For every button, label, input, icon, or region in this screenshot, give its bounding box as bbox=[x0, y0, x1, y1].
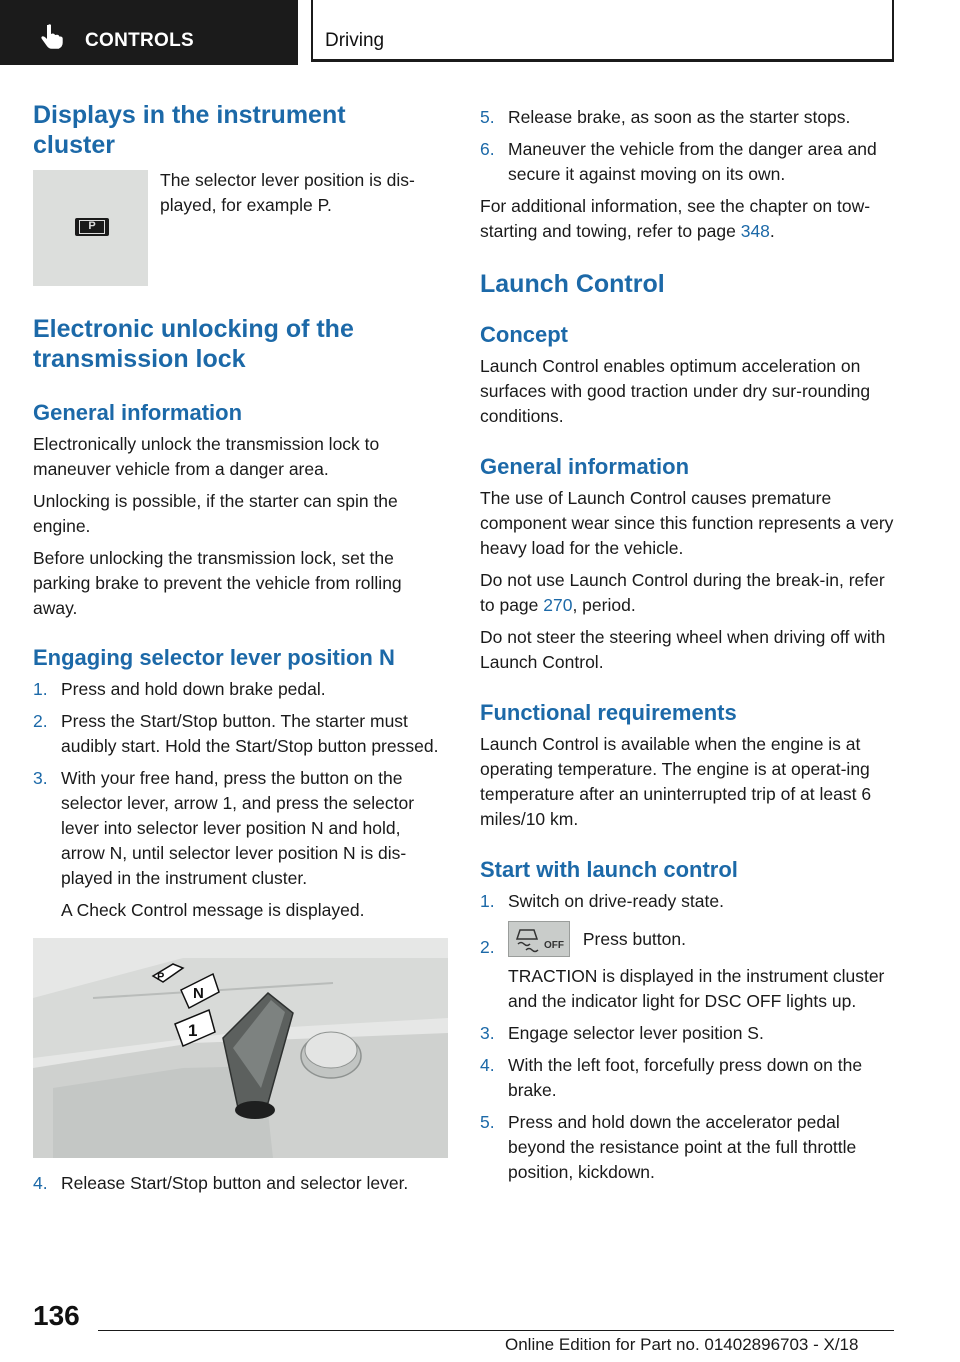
footer-divider bbox=[98, 1330, 894, 1331]
engaging-steps bbox=[33, 677, 448, 923]
right-column bbox=[480, 105, 895, 1185]
list-item: 3. With your free hand, press the button on the selector lever, arrow 1, and press the selector lever into selector lever position N and hold, arrow N, until selector lever position N is dis-played in the instrument cluster. A Check Control message is displayed. bbox=[33, 768, 415, 920]
heading-engaging-n: Engaging selector lever position N bbox=[33, 645, 395, 670]
launch-general-paragraph-3: Do not steer the steering wheel when driving off with Launch Control. bbox=[480, 627, 886, 672]
engaging-steps-continued bbox=[33, 1171, 448, 1196]
concept-text: Launch Control enables optimum acceleration on surfaces with good traction under dry sur-rounding conditions. bbox=[480, 356, 871, 426]
launch-general-paragraph-1: The use of Launch Control causes premature component wear since this function represents a very heavy load for the vehicle. bbox=[480, 488, 894, 558]
general-paragraph-1: Electronically unlock the transmission lock to maneuver vehicle from a danger area. bbox=[33, 434, 380, 479]
chapter-header bbox=[311, 0, 894, 62]
list-item: 1. Press and hold down brake pedal. bbox=[33, 679, 326, 699]
figure-label-p: P bbox=[157, 971, 165, 983]
selector-position-badge: P bbox=[75, 218, 109, 236]
launch-steps bbox=[480, 889, 895, 1185]
list-item: 2. Press the Start/Stop button. The starter must audibly start. Hold the Start/Stop button pressed. bbox=[33, 711, 439, 756]
heading-launch-control: Launch Control bbox=[480, 270, 665, 298]
heading-functional-requirements: Functional requirements bbox=[480, 700, 737, 725]
unlock-steps-continued bbox=[480, 105, 895, 187]
general-paragraph-3: Before unlocking the transmission lock, set the parking brake to prevent the vehicle from rolling away. bbox=[33, 548, 402, 618]
left-column bbox=[33, 100, 448, 1196]
heading-electronic-unlocking: Electronic unlocking of the transmission lock bbox=[33, 315, 354, 373]
displays-text: The selector lever position is dis-played, for example P. bbox=[160, 170, 415, 215]
instrument-cluster-image bbox=[33, 170, 148, 286]
display-block bbox=[33, 170, 448, 286]
list-item: 4. Release Start/Stop button and selector lever. bbox=[33, 1173, 409, 1193]
gear-selector-drawing bbox=[33, 938, 448, 1158]
list-item: 6. Maneuver the vehicle from the danger area and secure it against moving on its own. bbox=[480, 139, 877, 184]
functional-requirements-text: Launch Control is available when the engine is at operating temperature. The engine is at operat-ing temperature after an uninterrupted trip of at least 6 miles/10 km. bbox=[480, 734, 872, 829]
heading-general-information-launch: General information bbox=[480, 454, 690, 479]
heading-concept: Concept bbox=[480, 322, 568, 347]
footer-edition: Online Edition for Part no. 01402896703 - X/18 bbox=[505, 1335, 859, 1354]
figure-label-1: 1 bbox=[188, 1021, 198, 1040]
list-item: 3. Engage selector lever position S. bbox=[480, 1023, 764, 1043]
list-item: 5. Release brake, as soon as the starter stops. bbox=[480, 107, 851, 127]
tow-reference: For additional information, see the chapter on tow-starting and towing, refer to page 348. bbox=[480, 196, 871, 241]
list-item: 1. Switch on drive-ready state. bbox=[480, 891, 724, 911]
section-title: CONTROLS bbox=[85, 30, 195, 51]
page-link-348[interactable]: 348 bbox=[740, 221, 770, 241]
heading-start-launch-control: Start with launch control bbox=[480, 857, 738, 882]
selector-lever-illustration bbox=[33, 938, 448, 1158]
general-paragraph-2: Unlocking is possible, if the starter can spin the engine. bbox=[33, 491, 398, 536]
list-item: 5. Press and hold down the accelerator pedal beyond the resistance point at the full throttle position, kickdown. bbox=[480, 1112, 857, 1182]
traction-car-icon bbox=[512, 924, 542, 954]
page-number: 136 bbox=[33, 1300, 80, 1331]
list-item: 2. OFF Press button. TRACTION is displayed in the instrument cluster and the indicator light for DSC OFF lights up. bbox=[480, 921, 895, 1014]
launch-general-paragraph-2: Do not use Launch Control during the break-in, refer to page 270, period. bbox=[480, 570, 885, 615]
page-link-270[interactable]: 270 bbox=[543, 595, 573, 615]
heading-displays: Displays in the instrument cluster bbox=[33, 101, 346, 159]
section-tab bbox=[0, 0, 298, 65]
heading-general-information: General information bbox=[33, 400, 243, 425]
dsc-off-button-icon: OFF bbox=[508, 921, 570, 957]
chapter-title: Driving bbox=[325, 30, 385, 51]
figure-label-n: N bbox=[193, 985, 204, 1002]
list-item: 4. With the left foot, forcefully press down on the brake. bbox=[480, 1055, 863, 1100]
hand-pointer-icon bbox=[38, 22, 66, 50]
